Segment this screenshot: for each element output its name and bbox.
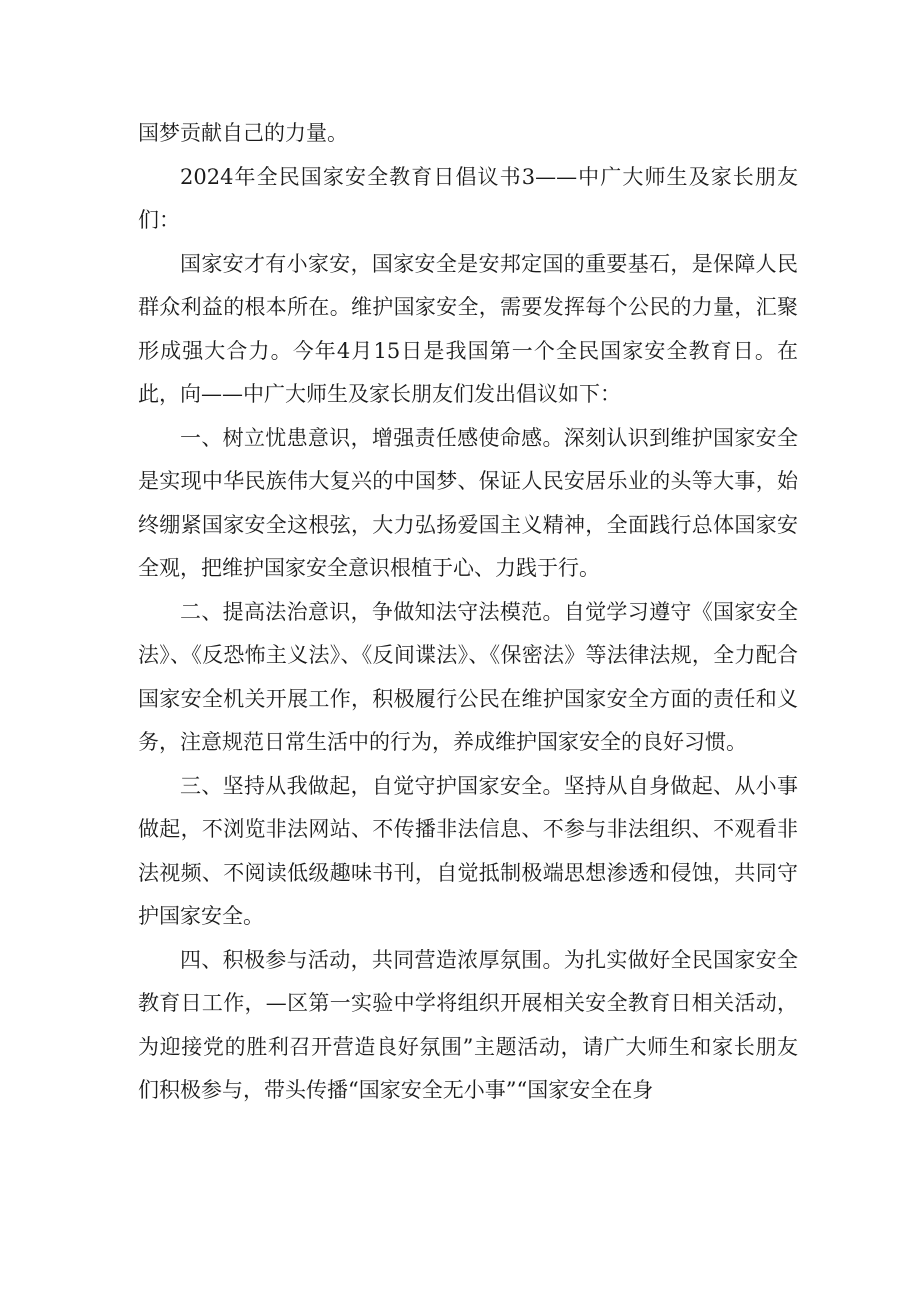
paragraph-item-2: 二、提高法治意识，争做知法守法模范。自觉学习遵守《国家安全法》、《反恐怖主义法》、《反间谍法》、《保密法》等法律法规，全力配合国家安全机关开展工作，积极履行公民在维护国家安全方面的责任和义务，注意规范日常生活中的行为，养成维护国家安全的良好习惯。 — [138, 599, 798, 754]
paragraph-continuation: 国梦贡献自己的力量。 — [138, 121, 348, 145]
document-body — [138, 112, 798, 1113]
paragraph-item-4: 四、积极参与活动，共同营造浓厚氛围。为扎实做好全民国家安全教育日工作，—区第一实验中学将组织开展相关安全教育日相关活动，为迎接党的胜利召开营造良好氛围”主题活动，请广大师生和家长朋友们积极参与，带头传播“国家安全无小事”“国家安全在身 — [138, 947, 798, 1102]
paragraph-item-1: 一、树立忧患意识，增强责任感使命感。深刻认识到维护国家安全是实现中华民族伟大复兴的中国梦、保证人民安居乐业的头等大事，始终绷紧国家安全这根弦，大力弘扬爱国主义精神，全面践行总体国家安全观，把维护国家安全意识根植于心、力践于行。 — [138, 425, 798, 580]
paragraph-title: 2024年全民国家安全教育日倡议书3——中广大师生及家长朋友们： — [138, 164, 798, 232]
paragraph-item-3: 三、坚持从我做起，自觉守护国家安全。坚持从自身做起、从小事做起，不浏览非法网站、不传播非法信息、不参与非法组织、不观看非法视频、不阅读低级趣味书刊，自觉抵制极端思想渗透和侵蚀，共同守护国家安全。 — [138, 773, 798, 928]
paragraph-intro: 国家安才有小家安，国家安全是安邦定国的重要基石，是保障人民群众利益的根本所在。维护国家安全，需要发挥每个公民的力量，汇聚形成强大合力。今年4月15日是我国第一个全民国家安全教育日。在此，向——中广大师生及家长朋友们发出倡议如下： — [138, 251, 798, 406]
